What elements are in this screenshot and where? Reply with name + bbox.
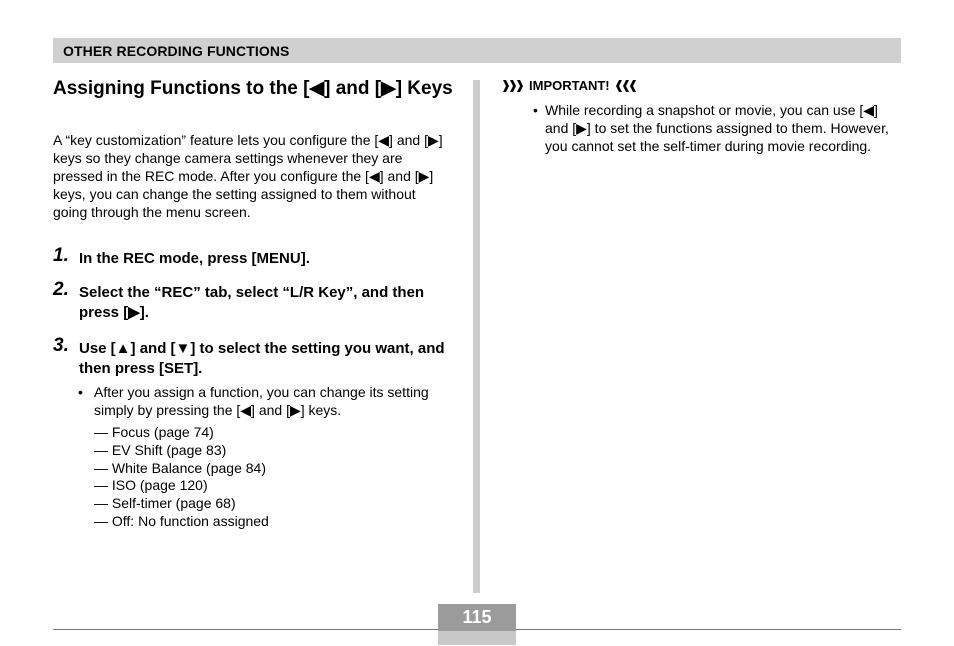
important-right-arrows-icon — [616, 80, 637, 92]
important-text: While recording a snapshot or movie, you can use [◀] and [▶] to set the functions assigned to them. However, you cannot set the self-timer during movie recording. — [545, 102, 889, 154]
bullet: • — [533, 102, 538, 118]
step-text: In the REC mode, press [MENU]. — [79, 250, 310, 267]
list-item: — Off: No function assigned — [94, 512, 269, 529]
page-number: 115 — [438, 604, 516, 631]
step-text: Use [▲] and [▼] to select the setting you want, and then press [SET]. — [79, 340, 445, 377]
page-number-tab — [438, 631, 516, 645]
note-text: After you assign a function, you can change its setting simply by pressing the [◀] and [▶] keys. — [94, 384, 429, 418]
intro-paragraph: A “key customization” feature lets you configure the [◀] and [▶] keys so they change camera settings whenever they are pressed in the REC mode. After you configure the [◀] and [▶] keys, you can change the setting assigned to them without going through the menu screen. — [53, 132, 443, 220]
step-number: 1. — [53, 245, 69, 266]
bullet: • — [78, 384, 83, 400]
list-item: — White Balance (page 84) — [94, 459, 266, 476]
important-heading — [503, 78, 637, 93]
list-item: — ISO (page 120) — [94, 477, 208, 494]
list-item: — Self-timer (page 68) — [94, 495, 236, 512]
section-header-bar — [53, 38, 901, 63]
important-note — [533, 101, 898, 155]
column-divider — [473, 80, 480, 593]
section-title: OTHER RECORDING FUNCTIONS — [63, 43, 290, 59]
step-3-note — [78, 383, 438, 419]
list-item: — EV Shift (page 83) — [94, 441, 227, 458]
step-number: 3. — [53, 335, 69, 356]
page-title: Assigning Functions to the [◀] and [▶] Keys — [53, 78, 453, 99]
step-number: 2. — [53, 279, 69, 300]
list-item: — Focus (page 74) — [94, 424, 214, 440]
important-label: IMPORTANT! — [529, 78, 610, 93]
important-left-arrows-icon — [503, 80, 524, 92]
page-number-box — [438, 604, 516, 645]
function-options-list — [94, 424, 269, 531]
step-text: Select the “REC” tab, select “L/R Key”, and then press [▶]. — [79, 284, 425, 321]
